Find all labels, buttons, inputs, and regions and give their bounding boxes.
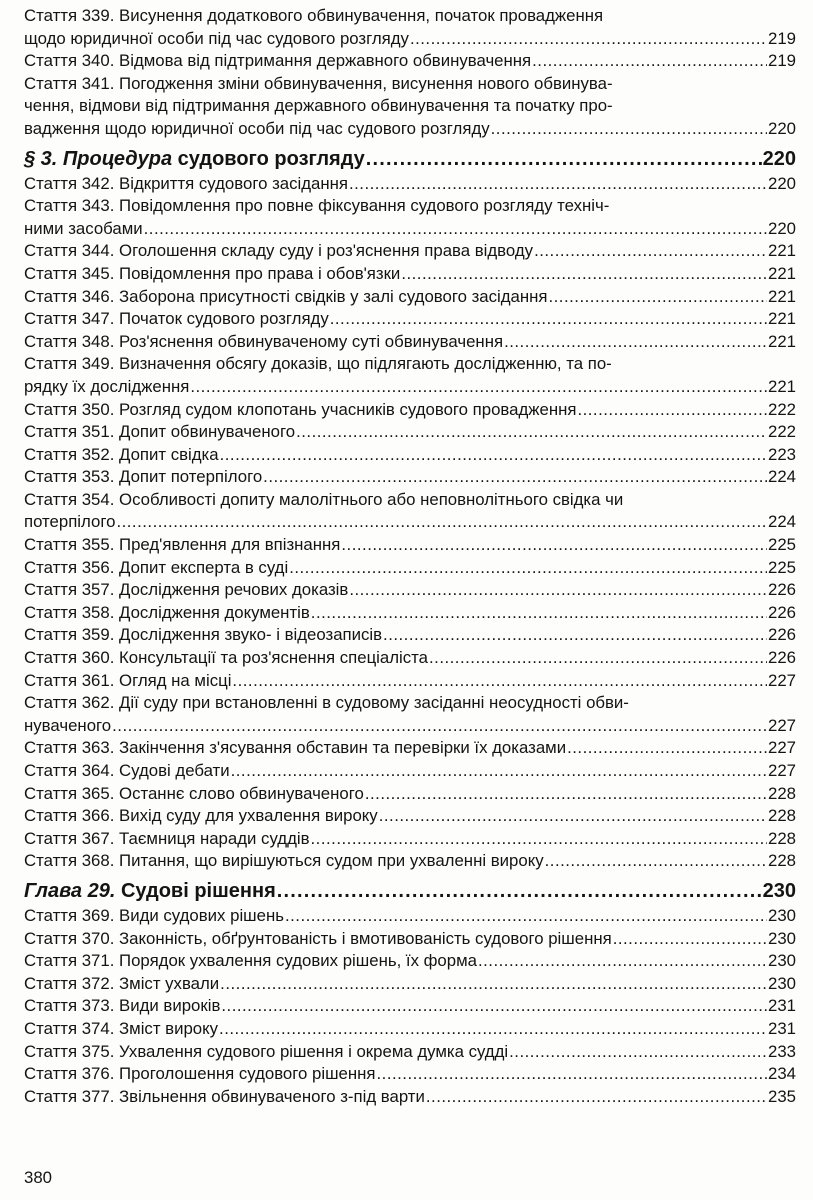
toc-entry-line: Стаття 349. Визначення обсягу доказів, що підлягають дослідженню, та по- (24, 354, 612, 374)
dot-leader (116, 511, 767, 534)
toc-entry-last-line (24, 376, 796, 399)
toc-entry-last-line (24, 828, 796, 851)
toc-page-ref: 224 (768, 467, 796, 487)
toc-entry (24, 828, 796, 851)
dot-leader (144, 218, 767, 241)
toc-entry-last-line (24, 647, 796, 670)
dot-leader (289, 557, 767, 580)
toc-entry-last-line (24, 1041, 796, 1064)
toc-page-ref: 235 (768, 1086, 796, 1106)
toc-entry (24, 1041, 796, 1064)
toc-page-ref: 221 (768, 376, 796, 396)
toc-entry-last-line (24, 1086, 796, 1109)
toc-page-ref: 220 (762, 147, 796, 170)
toc-entry (24, 850, 796, 873)
toc-entry (24, 399, 796, 422)
toc-entry-last-line (24, 973, 796, 996)
toc-entry-text: рядку їх дослідження (24, 376, 190, 396)
toc-page-ref: 225 (768, 535, 796, 555)
toc-entry (24, 602, 796, 625)
dot-leader (221, 995, 767, 1018)
toc-entry (24, 579, 796, 602)
toc-entry-text: Стаття 360. Консультації та роз'яснення спеціаліста (24, 648, 428, 668)
section-title (24, 146, 365, 172)
section-prefix: § 3. Процедура (24, 147, 173, 170)
toc-entry-line: Стаття 343. Повідомлення про повне фіксування судового розгляду техніч- (24, 196, 610, 216)
toc-page-ref: 227 (768, 761, 796, 780)
dot-leader (509, 1041, 767, 1064)
toc-page-ref: 225 (768, 557, 796, 577)
dot-leader (410, 28, 767, 51)
toc-entry-last-line (24, 263, 796, 286)
toc-entry (24, 995, 796, 1018)
page-number: 380 (24, 1168, 52, 1187)
dot-leader (349, 173, 767, 196)
dot-leader (112, 715, 767, 738)
toc-page-ref: 226 (768, 648, 796, 668)
toc-entry-text: Стаття 356. Допит експерта в суді (24, 557, 289, 577)
toc-entry (24, 286, 796, 309)
toc-entry-text: Стаття 372. Зміст ухвали (24, 973, 220, 993)
toc-entry (24, 534, 796, 557)
toc-entry-text: Стаття 371. Порядок ухвалення судових рішень, їх форма (24, 951, 477, 971)
toc-entry-text: Стаття 370. Законність, обґрунтованість і вмотивованість судового рішення (24, 928, 612, 948)
toc-page-ref: 221 (768, 331, 796, 351)
toc-page-ref: 234 (768, 1064, 796, 1084)
toc-page-ref: 227 (768, 670, 796, 690)
dot-leader (491, 118, 767, 141)
toc-page-ref: 230 (768, 951, 796, 971)
dot-leader (532, 50, 767, 73)
dot-leader (341, 534, 767, 557)
dot-leader (567, 737, 767, 760)
toc-entry-text: Стаття 367. Таємниця наради суддів (24, 828, 310, 848)
toc-entry-last-line (24, 995, 796, 1018)
dot-leader (330, 308, 767, 331)
dot-leader (379, 805, 767, 828)
toc-entry (24, 670, 796, 693)
toc-page-ref: 220 (768, 173, 796, 193)
dot-leader (366, 146, 762, 172)
toc-entry-last-line (24, 240, 796, 263)
toc-page-ref: 220 (768, 118, 796, 138)
toc-page-ref: 227 (768, 738, 796, 758)
dot-leader (190, 376, 767, 399)
toc-entry-text: потерпілого (24, 512, 116, 532)
toc-entry-text: ними засобами (24, 218, 143, 238)
toc-entry (24, 783, 796, 806)
toc-entry (24, 905, 796, 928)
dot-leader (383, 624, 767, 647)
toc-page-ref: 219 (768, 28, 796, 48)
toc-entry-last-line (24, 1018, 796, 1041)
toc-entry-text: Стаття 374. Зміст вироку (24, 1018, 219, 1038)
toc-entry (24, 263, 796, 286)
toc-entry-line: Стаття 341. Погодження зміни обвинувачення, висунення нового обвинува- (24, 73, 613, 93)
toc-entry-line: Стаття 362. Дії суду при встановленні в судовому засіданні неосудності обви- (24, 693, 629, 713)
toc-entry-last-line (24, 783, 796, 806)
toc-page-ref: 226 (768, 580, 796, 600)
dot-leader (219, 1018, 767, 1041)
toc-entry-last-line (24, 218, 796, 241)
dot-leader (311, 602, 767, 625)
dot-leader (365, 783, 767, 806)
toc-page-ref: 220 (768, 218, 796, 238)
toc-page-ref: 226 (768, 602, 796, 622)
toc-entry-text: Стаття 366. Вихід суду для ухвалення вироку (24, 806, 378, 826)
toc-entry-text: Стаття 373. Види вироків (24, 996, 221, 1016)
dot-leader (285, 905, 767, 928)
toc-entry (24, 73, 796, 141)
dot-leader (401, 263, 767, 286)
toc-section-heading (24, 146, 796, 172)
dot-leader (231, 760, 767, 783)
toc-entry-text: Стаття 377. Звільнення обвинуваченого з-під варти (24, 1086, 425, 1106)
toc-entry (24, 624, 796, 647)
toc-page-ref: 221 (768, 263, 796, 283)
toc-entry-text: Стаття 369. Види судових рішень (24, 905, 284, 925)
toc-entry (24, 5, 796, 50)
toc-entry-line: чення, відмови від підтримання державного обвинувачення та початку про- (24, 96, 613, 116)
toc-entry (24, 1018, 796, 1041)
toc-entry-text: щодо юридичної особи під час судового розгляду (24, 28, 409, 48)
toc-entry (24, 760, 796, 783)
toc-entry (24, 444, 796, 467)
dot-leader (277, 878, 762, 904)
toc-page-ref: 228 (768, 828, 796, 848)
toc-entry-line: Стаття 339. Висунення додаткового обвинувачення, початок провадження (24, 6, 604, 25)
toc-entry-last-line (24, 805, 796, 828)
toc-entry-text: Стаття 345. Повідомлення про права і обов'язки (24, 263, 401, 283)
toc-page-ref: 228 (768, 851, 796, 871)
toc-entry-last-line (24, 715, 796, 738)
toc-page-ref: 226 (768, 625, 796, 645)
toc-entry-text: Стаття 375. Ухвалення судового рішення і окрема думка судді (24, 1041, 509, 1061)
toc-entry-last-line (24, 173, 796, 196)
dot-leader (220, 444, 767, 467)
toc-section-heading (24, 878, 796, 904)
dot-leader (349, 579, 767, 602)
dot-leader (548, 286, 767, 309)
toc-entry (24, 195, 796, 240)
toc-entry-text: Стаття 346. Заборона присутності свідків у залі судового засідання (24, 286, 548, 306)
toc-entry (24, 421, 796, 444)
toc-entry (24, 353, 796, 398)
toc-entry-last-line (24, 444, 796, 467)
toc-entry-last-line (24, 760, 796, 783)
toc-entry-last-line (24, 399, 796, 422)
toc-entry-last-line (24, 511, 796, 534)
dot-leader (429, 647, 767, 670)
toc-entry-text: Стаття 352. Допит свідка (24, 444, 219, 464)
dot-leader (263, 466, 767, 489)
dot-leader (613, 928, 767, 951)
dot-leader (426, 1086, 767, 1109)
toc-entry-last-line (24, 905, 796, 928)
toc-entry-text: Стаття 357. Дослідження речових доказів (24, 580, 349, 600)
toc-entry-last-line (24, 28, 796, 51)
toc-entry-text: Стаття 348. Роз'яснення обвинуваченому суті обвинувачення (24, 331, 504, 351)
toc-entry (24, 737, 796, 760)
toc-page-ref: 222 (768, 422, 796, 442)
toc-entry-text: Стаття 351. Допит обвинуваченого (24, 422, 296, 442)
toc-page-ref: 231 (768, 1018, 796, 1038)
toc-entry (24, 466, 796, 489)
dot-leader (545, 850, 767, 873)
toc-entry-text: Стаття 365. Останнє слово обвинуваченого (24, 783, 364, 803)
toc-entry (24, 1063, 796, 1086)
toc-page-ref: 221 (768, 286, 796, 306)
toc-entry-text: Стаття 376. Проголошення судового рішення (24, 1064, 376, 1084)
toc-page-ref: 230 (762, 879, 796, 902)
toc-entry-text: Стаття 355. Пред'явлення для впізнання (24, 535, 341, 555)
toc-entry (24, 647, 796, 670)
toc-entry (24, 331, 796, 354)
toc-entry (24, 805, 796, 828)
dot-leader (377, 1063, 768, 1086)
toc-entry-text: Стаття 359. Дослідження звуко- і відеозаписів (24, 625, 383, 645)
toc-page-ref: 228 (768, 783, 796, 803)
section-title (24, 878, 276, 904)
dot-leader (296, 421, 767, 444)
toc-entry-last-line (24, 534, 796, 557)
toc-entry-last-line (24, 602, 796, 625)
toc-page-ref: 231 (768, 996, 796, 1016)
toc-entry-text: Стаття 368. Питання, що вирішуються судом при ухваленні вироку (24, 851, 544, 871)
toc-entry-text: Стаття 342. Відкриття судового засідання (24, 173, 348, 193)
dot-leader (232, 670, 767, 693)
toc-entry-text: вадження щодо юридичної особи під час судового розгляду (24, 118, 490, 138)
toc-entry-text: Стаття 363. Закінчення з'ясування обставин та перевірки їх доказами (24, 738, 567, 758)
toc-entry-text: Стаття 347. Початок судового розгляду (24, 309, 329, 329)
toc-entry-last-line (24, 50, 796, 73)
toc-entry-line: Стаття 354. Особливості допиту малолітнього або неповнолітнього свідка чи (24, 489, 624, 509)
toc-entry-last-line (24, 624, 796, 647)
toc-page-ref: 233 (768, 1041, 796, 1061)
toc-entry-last-line (24, 466, 796, 489)
toc-entry (24, 557, 796, 580)
table-of-contents (24, 5, 796, 1108)
toc-entry-last-line (24, 950, 796, 973)
toc-page-ref: 221 (768, 309, 796, 329)
section-title-text: судового розгляду (172, 147, 365, 170)
toc-entry (24, 973, 796, 996)
toc-entry-text: Стаття 344. Оголошення складу суду і роз'яснення права відводу (24, 241, 534, 261)
toc-entry-last-line (24, 670, 796, 693)
toc-page-ref: 224 (768, 512, 796, 532)
toc-entry (24, 692, 796, 737)
dot-leader (534, 240, 767, 263)
toc-entry-last-line (24, 737, 796, 760)
toc-page-ref: 228 (768, 806, 796, 826)
dot-leader (504, 331, 767, 354)
toc-entry-last-line (24, 118, 796, 141)
toc-entry-last-line (24, 421, 796, 444)
toc-entry-last-line (24, 1063, 796, 1086)
toc-entry (24, 240, 796, 263)
toc-page-ref: 222 (768, 399, 796, 419)
toc-entry-text: Стаття 364. Судові дебати (24, 761, 230, 780)
toc-entry (24, 950, 796, 973)
toc-entry-last-line (24, 850, 796, 873)
toc-page-ref: 230 (768, 973, 796, 993)
toc-page-ref: 223 (768, 444, 796, 464)
toc-page-ref: 219 (768, 51, 796, 71)
toc-entry-last-line (24, 928, 796, 951)
section-title-text: Судові рішення (115, 879, 276, 902)
toc-entry-text: нуваченого (24, 715, 112, 735)
dot-leader (577, 399, 767, 422)
dot-leader (220, 973, 767, 996)
toc-entry (24, 308, 796, 331)
toc-entry-text: Стаття 350. Розгляд судом клопотань учасників судового провадження (24, 399, 577, 419)
toc-entry-last-line (24, 579, 796, 602)
section-prefix: Глава 29. (24, 879, 116, 902)
dot-leader (311, 828, 767, 851)
toc-entry-text: Стаття 358. Дослідження документів (24, 602, 310, 622)
toc-page-ref: 227 (768, 715, 796, 735)
toc-page-ref: 230 (768, 905, 796, 925)
toc-entry-text: Стаття 340. Відмова від підтримання державного обвинувачення (24, 51, 532, 71)
toc-entry (24, 1086, 796, 1109)
toc-entry (24, 489, 796, 534)
dot-leader (478, 950, 767, 973)
toc-entry-last-line (24, 308, 796, 331)
toc-entry-last-line (24, 557, 796, 580)
toc-entry (24, 928, 796, 951)
toc-page-ref: 221 (768, 241, 796, 261)
toc-entry-last-line (24, 331, 796, 354)
toc-entry (24, 50, 796, 73)
toc-entry-last-line (24, 286, 796, 309)
toc-page-ref: 230 (768, 928, 796, 948)
toc-entry-text: Стаття 353. Допит потерпілого (24, 467, 263, 487)
toc-entry (24, 173, 796, 196)
toc-entry-text: Стаття 361. Огляд на місці (24, 670, 232, 690)
